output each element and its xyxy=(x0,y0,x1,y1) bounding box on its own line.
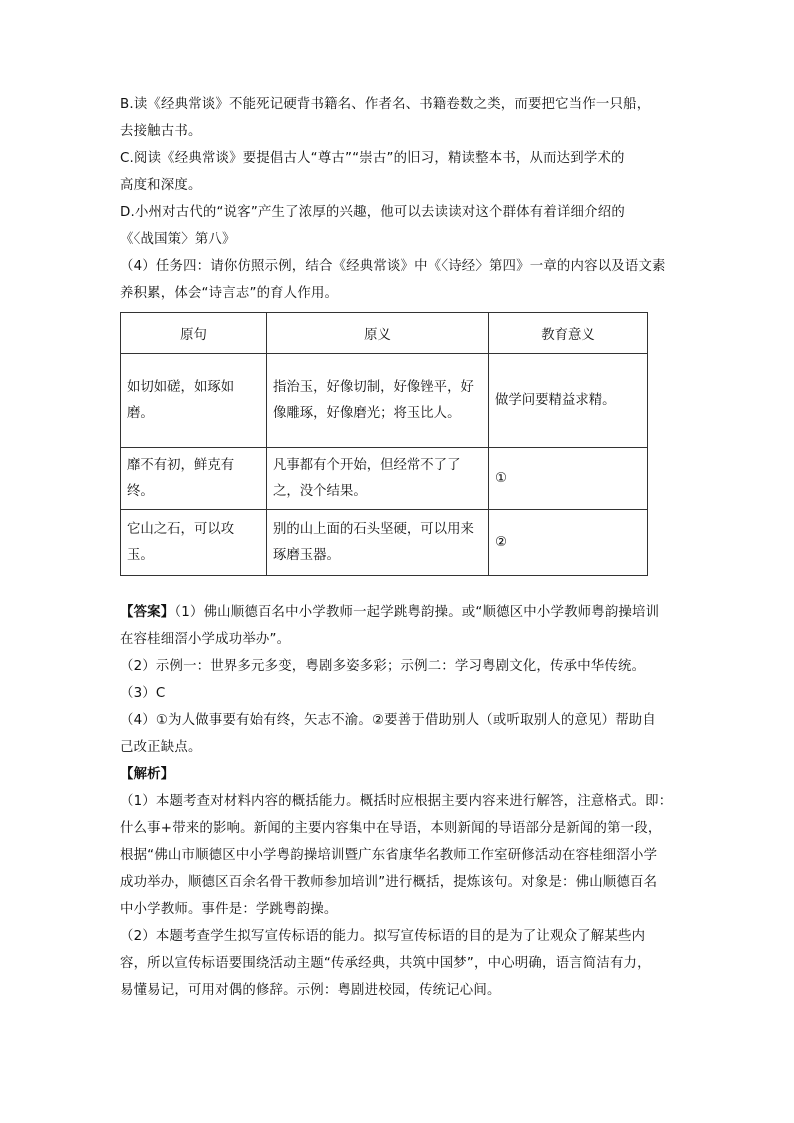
analysis-2-line-2: 容，所以宣传标语要围绕活动主题“传承经典，共筑中国梦”，中心明确，语言简洁有力， xyxy=(120,956,651,971)
analysis-1-line-4: 成功举办，顺德区百余名骨干教师参加培训”进行概括，提炼该句。对象是：佛山顺德百名 xyxy=(120,875,658,890)
answer-4-line-1: （4）①为人做事要有始有终，矢志不渝。②要善于借助别人（或听取别人的意见）帮助自 xyxy=(120,713,656,728)
option-d-line-2: 《〈战国策〉第八》 xyxy=(120,232,236,247)
analysis-1-line-1: （1）本题考查对材料内容的概括能力。概括时应根据主要内容来进行解答，注意格式。即： xyxy=(120,794,673,809)
option-b-line-1: B.读《经典常谈》不能死记硬背书籍名、作者名、书籍卷数之类，而要把它当作一只船， xyxy=(120,97,651,112)
header-education: 教育意义 xyxy=(489,313,648,354)
analysis-tag: 【解析】 xyxy=(120,767,175,782)
analysis-1-line-2: 什么事+带来的影响。新闻的主要内容集中在导语，本则新闻的导语部分是新闻的第一段， xyxy=(120,821,662,836)
cell-original: 靡不有初，鲜克有终。 xyxy=(121,448,267,510)
cell-education: ② xyxy=(489,510,648,576)
table-row xyxy=(121,510,648,576)
header-meaning: 原义 xyxy=(267,313,489,354)
cell-education: 做学问要精益求精。 xyxy=(489,354,648,448)
poetry-education-table xyxy=(120,312,648,576)
table-row xyxy=(121,354,648,448)
analysis-2-line-3: 易懂易记，可用对偶的修辞。示例：粤剧进校园，传统记心间。 xyxy=(120,983,501,998)
analysis-1-line-5: 中小学教师。事件是：学跳粤韵操。 xyxy=(120,902,338,917)
cell-meaning: 别的山上面的石头坚硬，可以用来琢磨玉器。 xyxy=(267,510,489,576)
table-header-row xyxy=(121,313,648,354)
answer-1-line-2: 在容桂细滘小学成功举办”。 xyxy=(120,632,291,647)
cell-original: 如切如磋，如琢如磨。 xyxy=(121,354,267,448)
answer-3: （3）C xyxy=(120,686,166,701)
answer-4-line-2: 己改正缺点。 xyxy=(120,740,202,755)
task4-line-1: （4）任务四：请你仿照示例，结合《经典常谈》中《〈诗经〉第四》一章的内容以及语文素 xyxy=(120,259,666,274)
option-d-line-1: D.小州对古代的“说客”产生了浓厚的兴趣，他可以去读读对这个群体有着详细介绍的 xyxy=(120,205,625,220)
table-row xyxy=(121,448,648,510)
option-c-line-1: C.阅读《经典常谈》要提倡古人“尊古”“崇古”的旧习，精读整本书，从而达到学术的 xyxy=(120,151,625,166)
task4-line-2: 养积累，体会“诗言志”的育人作用。 xyxy=(120,286,339,301)
answer-tag: 【答案】 xyxy=(120,605,175,620)
cell-meaning: 指治玉，好像切制，好像锉平，好像雕琢，好像磨光；将玉比人。 xyxy=(267,354,489,448)
option-c-line-2: 高度和深度。 xyxy=(120,178,202,193)
header-original: 原句 xyxy=(121,313,267,354)
answer-2: （2）示例一：世界多元多变，粤剧多姿多彩；示例二：学习粤剧文化，传承中华传统。 xyxy=(120,659,646,674)
answer-1-line-1: 【答案】（1）佛山顺德百名中小学教师一起学跳粤韵操。或“顺德区中小学教师粤韵操培训 xyxy=(120,605,660,620)
option-b-line-2: 去接触古书。 xyxy=(120,124,202,139)
cell-original: 它山之石，可以攻玉。 xyxy=(121,510,267,576)
analysis-2-line-1: （2）本题考查学生拟写宣传标语的能力。拟写宣传标语的目的是为了让观众了解某些内 xyxy=(120,929,646,944)
analysis-1-line-3: 根据“佛山市顺德区中小学粤韵操培训暨广东省康华名教师工作室研修活动在容桂细滘小学 xyxy=(120,848,658,863)
cell-education: ① xyxy=(489,448,648,510)
cell-meaning: 凡事都有个开始，但经常不了了之，没个结果。 xyxy=(267,448,489,510)
